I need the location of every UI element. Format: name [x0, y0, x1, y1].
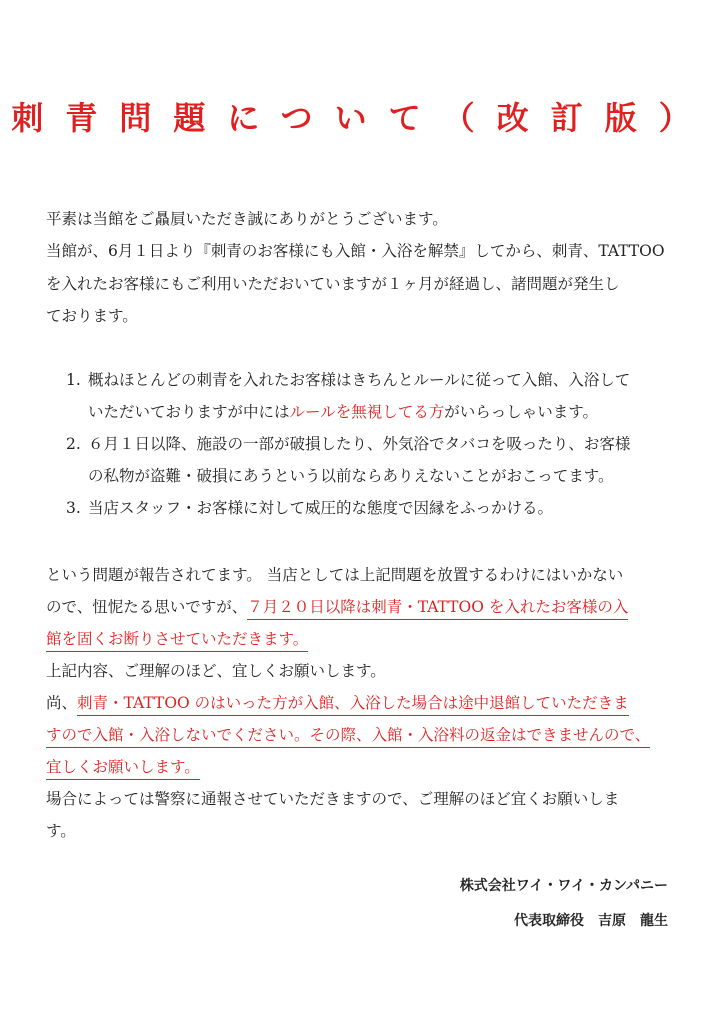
list-item-2-line-2: の私物が盗難・破損にあうという以前ならありえないことがおこってます。	[88, 467, 614, 485]
closing-line-5	[46, 692, 629, 714]
closing-line-5-highlight: 刺青・TATTOO のはいった方が入館、入浴した場合は途中退館していただきま	[77, 694, 629, 716]
signature-representative: 代表取締役 吉原 龍生	[514, 913, 668, 929]
closing-line-3-highlight: 館を固くお断りさせていただきます。	[46, 630, 308, 652]
closing-line-9: す。	[46, 822, 76, 840]
intro-line-2: 当館が、6月１日より『刺青のお客様にも入館・入浴を解禁』してから、刺青、TATTOO	[46, 242, 665, 260]
closing-line-8: 場合によっては警察に通報させていただきますので、ご理解のほど宜くお願いしま	[46, 790, 620, 808]
closing-line-2	[46, 596, 628, 618]
closing-line-2-text: ので、忸怩たる思いですが、	[46, 598, 248, 616]
page-title: 刺青問題について（改訂版）	[11, 99, 713, 137]
intro-line-1: 平素は当館をご贔屓いただき誠にありがとうございます。	[46, 210, 448, 228]
list-item-2-number: 2.	[66, 435, 81, 453]
list-item-1-tail: がいらっしゃいます。	[444, 403, 598, 421]
list-item-1-line-1: 概ねほとんどの刺青を入れたお客様はきちんとルールに従って入館、入浴して	[88, 371, 631, 389]
closing-line-4: 上記内容、ご理解のほど、宜しくお願いします。	[46, 662, 386, 680]
closing-line-2-highlight: ７月２０日以降は刺青・TATTOO を入れたお客様の入	[247, 598, 628, 620]
list-item-1-text: いただいておりますが中には	[88, 403, 290, 421]
closing-line-6-highlight: すので入館・入浴しないでください。その際、入館・入浴料の返金はできませんので、	[46, 726, 650, 748]
closing-line-1: という問題が報告されてます。 当店としては上記問題を放置するわけにはいかない	[46, 566, 624, 584]
intro-line-3: を入れたお客様にもご利用いただおいていますが１ヶ月が経過し、諸問題が発生し	[46, 275, 620, 293]
intro-line-4: ております。	[46, 307, 138, 325]
list-item-1-line-2	[88, 401, 598, 423]
closing-line-7	[46, 756, 200, 778]
list-item-3-number: 3.	[66, 499, 81, 517]
list-item-2-line-1: ６月１日以降、施設の一部が破損したり、外気浴でタバコを吸ったり、お客様	[88, 435, 631, 453]
closing-line-3	[46, 628, 308, 650]
list-item-1-highlight: ルールを無視してる方	[289, 403, 445, 421]
list-item-1-number: 1.	[66, 371, 81, 389]
list-item-3-line-1: 当店スタッフ・お客様に対して威圧的な態度で因縁をふっかける。	[88, 499, 554, 517]
closing-line-7-highlight: 宜しくお願いします。	[46, 758, 200, 780]
closing-line-6	[46, 724, 650, 746]
signature-company: 株式会社ワイ・ワイ・カンパニー	[459, 878, 668, 894]
closing-line-5-text: 尚、	[46, 694, 78, 712]
